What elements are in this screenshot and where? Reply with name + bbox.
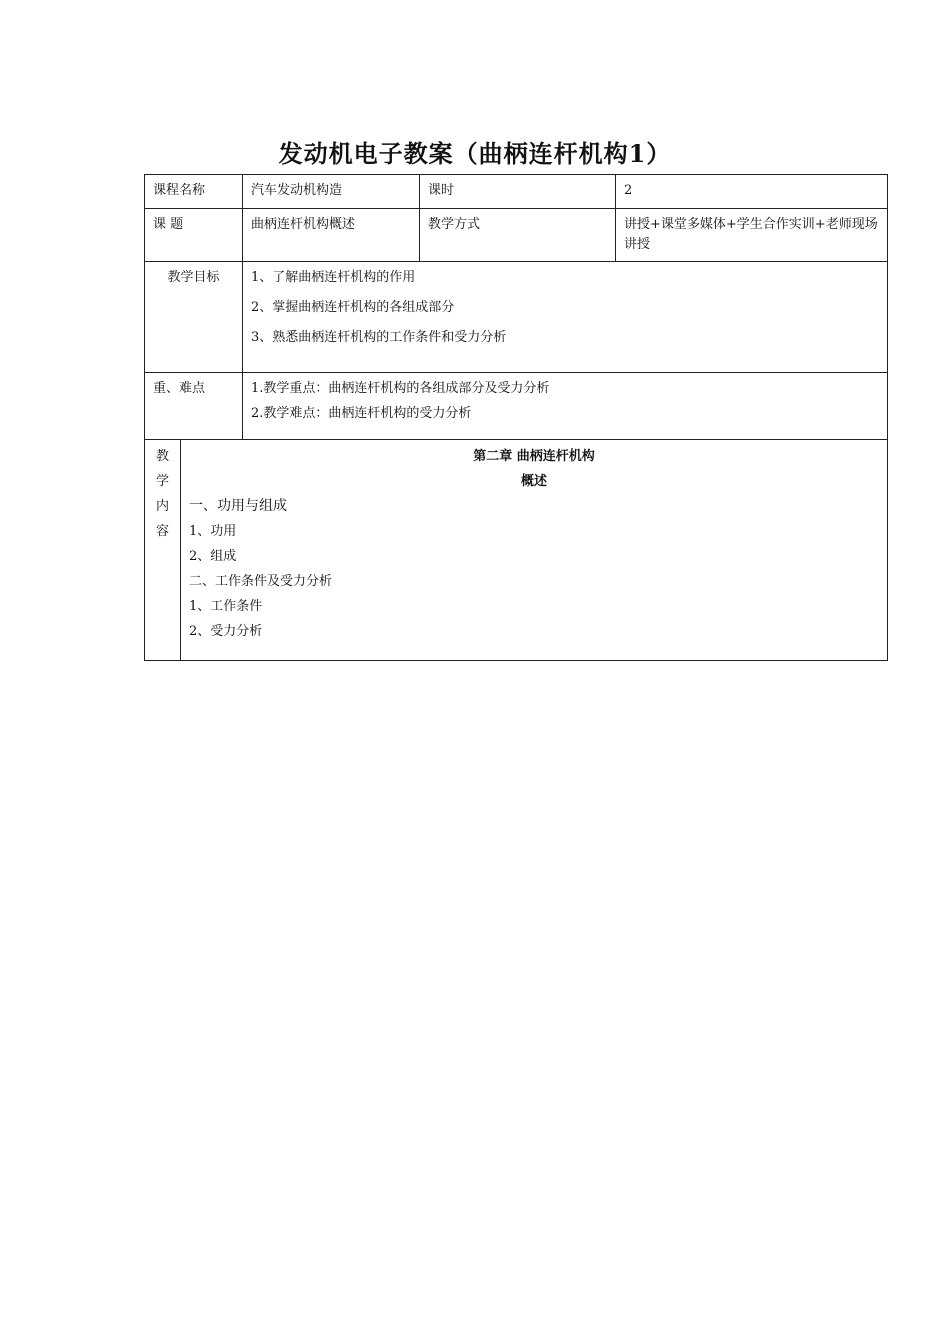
hours-value: 2 [616, 175, 888, 209]
section-heading: 概述 [521, 474, 548, 489]
outline-item: 1、功用 [189, 524, 237, 539]
row-key-points [145, 373, 888, 440]
outline-item: 一、功用与组成 [189, 498, 287, 514]
course-name-value: 汽车发动机构造 [243, 175, 420, 209]
hours-label: 课时 [420, 175, 616, 209]
content-label-char: 教 [155, 449, 169, 464]
key-point-item: 1.教学重点：曲柄连杆机构的各组成部分及受力分析 [251, 381, 550, 396]
goals-label: 教学目标 [145, 262, 243, 373]
goals-cell [243, 262, 888, 373]
course-name-label: 课程名称 [145, 175, 243, 209]
topic-value: 曲柄连杆机构概述 [243, 209, 420, 262]
row-content [145, 440, 888, 661]
method-value: 讲授+课堂多媒体+学生合作实训+老师现场讲授 [616, 209, 888, 262]
outline-item: 2、组成 [189, 549, 237, 564]
content-label-char: 内 [155, 499, 169, 514]
content-label [145, 440, 181, 661]
content-label-char: 容 [155, 524, 169, 539]
topic-label: 课 题 [145, 209, 243, 262]
key-points-label: 重、难点 [145, 373, 243, 440]
goal-item: 2、掌握曲柄连杆机构的各组成部分 [251, 300, 455, 315]
goal-item: 1、了解曲柄连杆机构的作用 [251, 270, 416, 285]
chapter-heading: 第二章 曲柄连杆机构 [473, 449, 595, 464]
content-label-char: 学 [155, 474, 169, 489]
page-title: 发动机电子教案（曲柄连杆机构1） [278, 139, 672, 168]
key-points-cell [243, 373, 888, 440]
lesson-plan-table [144, 174, 888, 661]
outline-item: 二、工作条件及受力分析 [189, 574, 333, 589]
row-goals [145, 262, 888, 373]
outline-item: 1、工作条件 [189, 599, 263, 614]
goal-item: 3、熟悉曲柄连杆机构的工作条件和受力分析 [251, 330, 507, 345]
row-topic [145, 209, 888, 262]
method-label: 教学方式 [420, 209, 616, 262]
key-point-item: 2.教学难点：曲柄连杆机构的受力分析 [251, 406, 472, 421]
content-cell [181, 440, 888, 661]
outline-item: 2、受力分析 [189, 624, 263, 639]
row-course [145, 175, 888, 209]
